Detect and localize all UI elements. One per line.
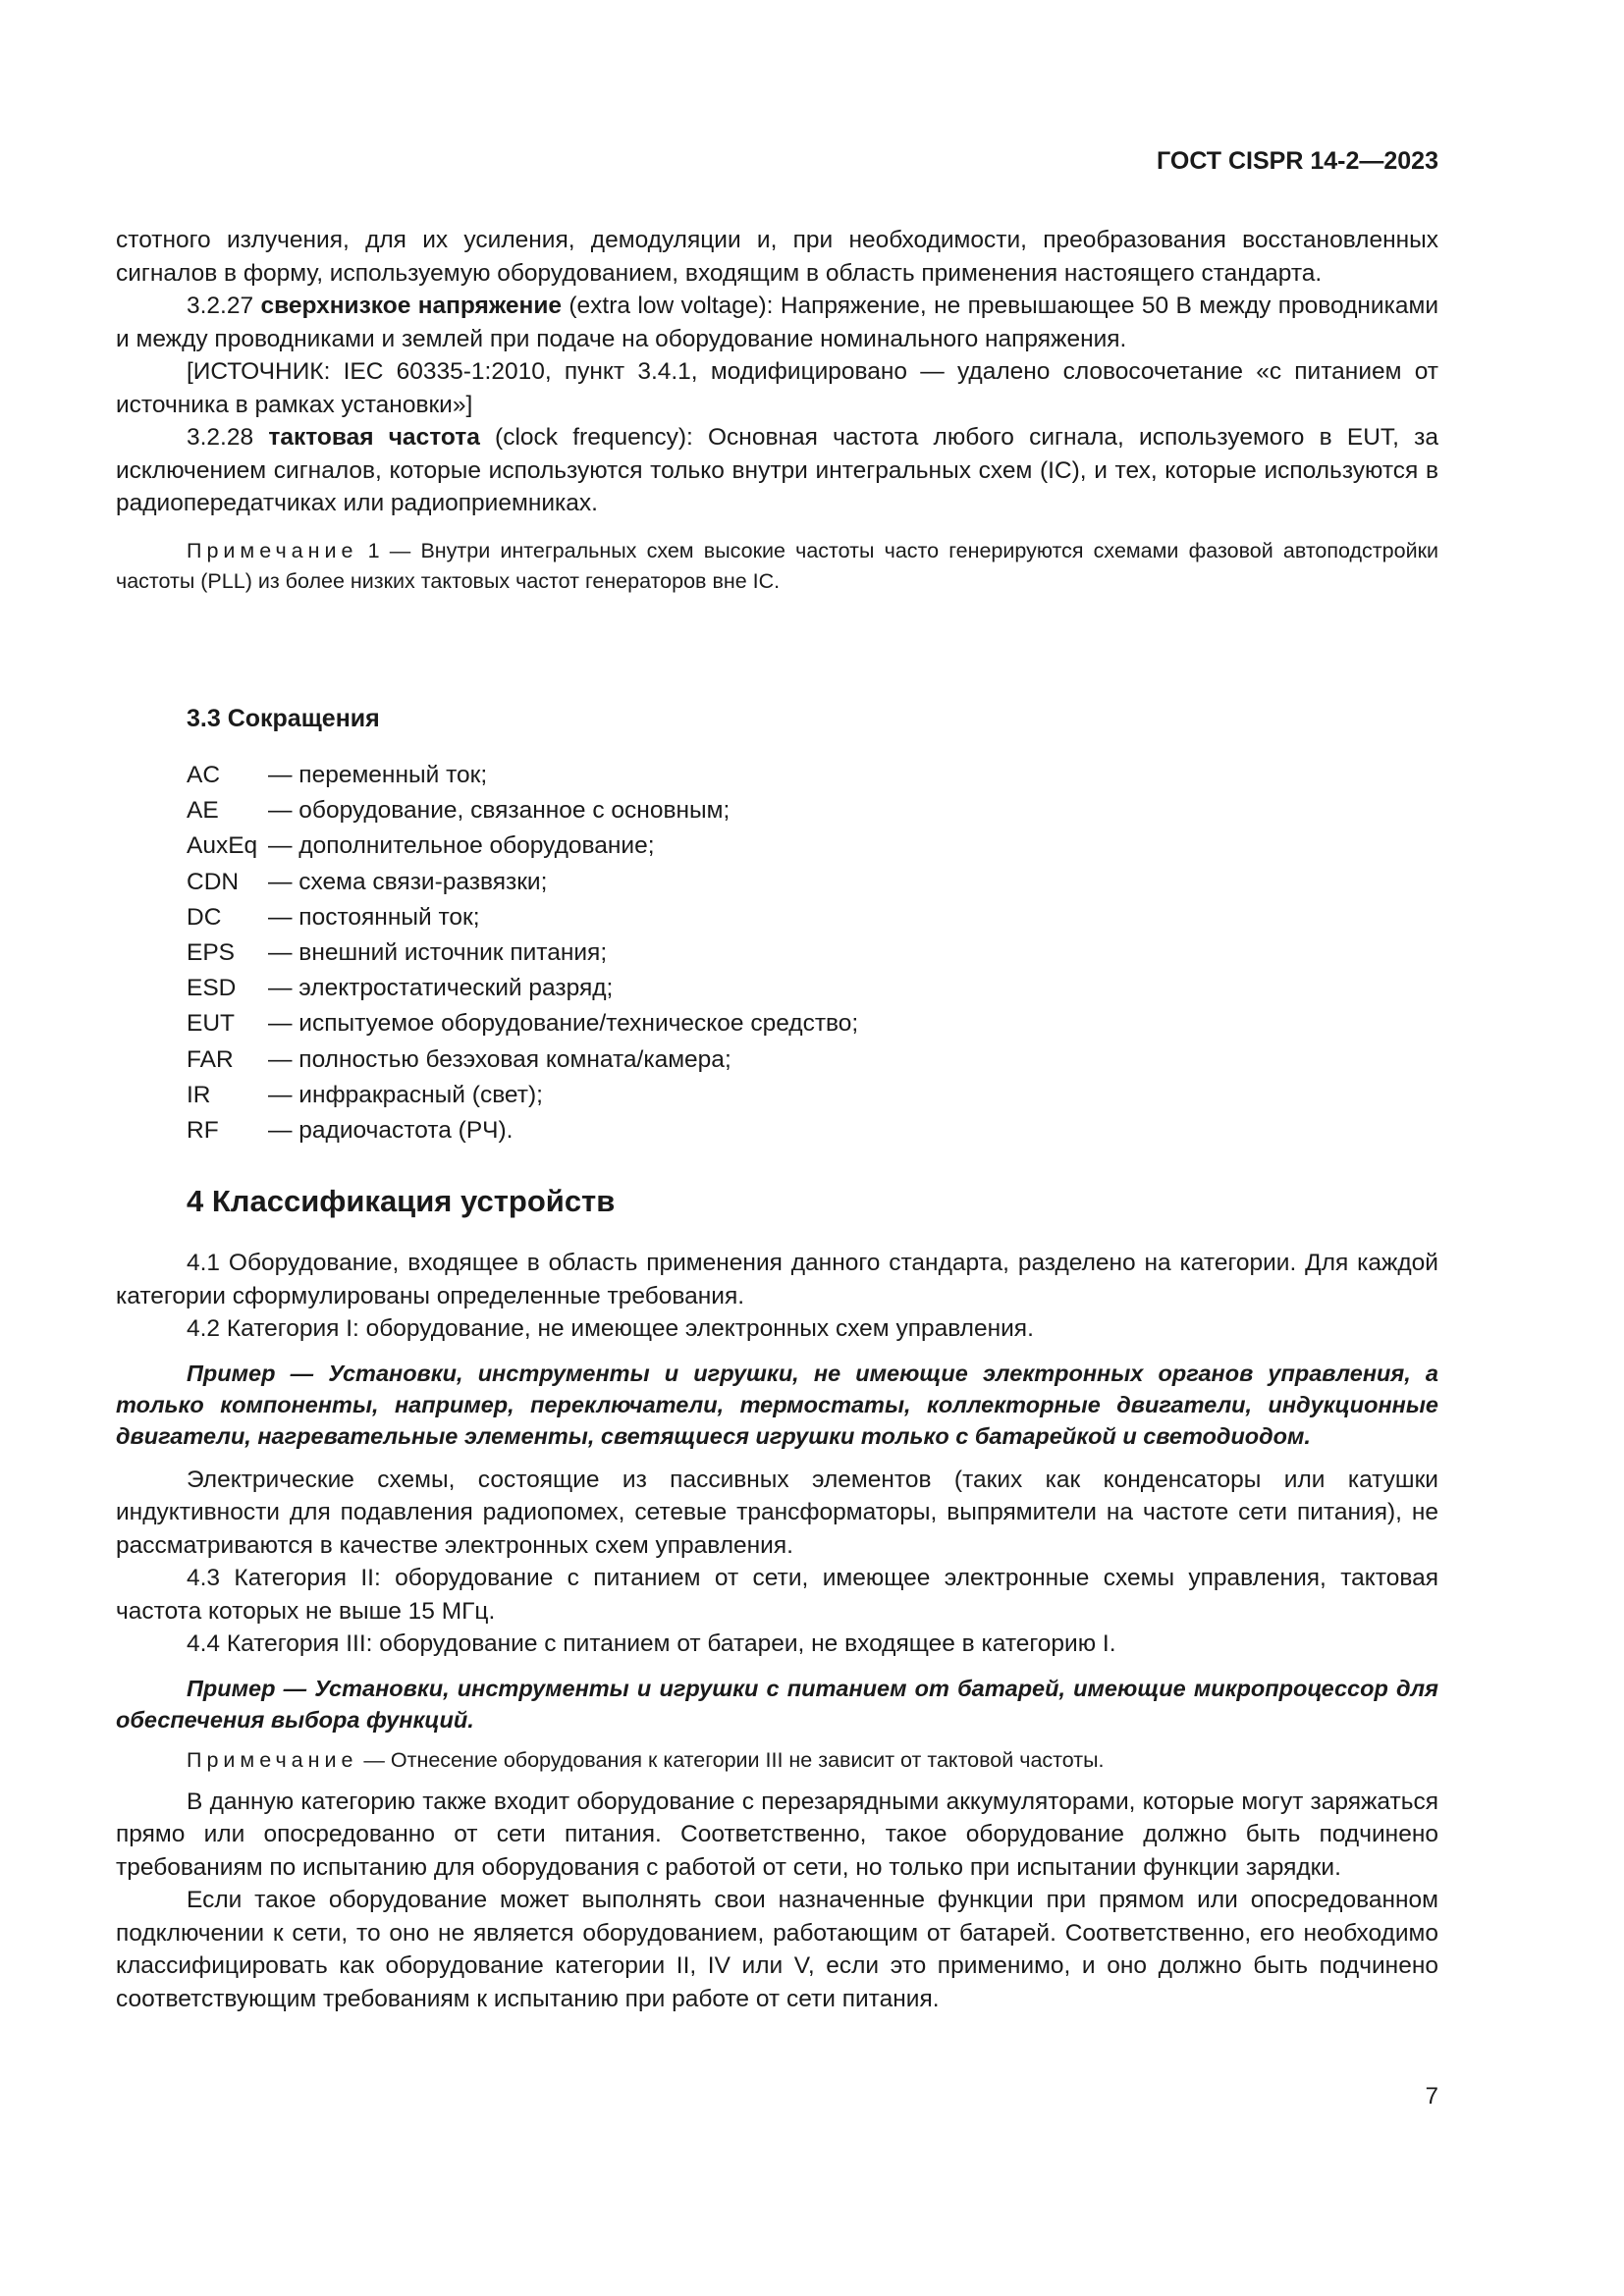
example-1: Пример — Установки, инструменты и игрушки, не имеющие электронных органов управления, а только компоненты, например, переключатели, термостаты, коллекторные двигатели, индукционные двигатели, нагревательные элементы, светящиеся игрушки только с батарейкой и светодиодом. [116,1360,1438,1449]
abbreviations-list [187,758,858,1148]
abbreviation-definition: — электростатический разряд; [268,975,614,1002]
intro-paragraph: стотного излучения, для их усиления, демодуляции и, при необходимости, преобразования восстановленных сигналов в форму, используемую оборудованием, входящим в область применения настоящего стандарта. [116,227,1438,287]
section-4-text [116,1247,1438,2015]
abbreviation-definition: — оборудование, связанное с основным; [268,797,731,825]
abbreviation-item [187,971,858,1006]
abbreviation-term: CDN [187,868,240,895]
abbreviation-item [187,1113,858,1148]
paragraph-rechargeable: В данную категорию также входит оборудование с перезарядными аккумуляторами, которые могут заряжаться прямо или опосредованно от сети питания. Соответственно, такое оборудование должно быть подчинено требованиям по испытанию для оборудования с работой от сети, но только при испытании функции зарядки. [116,1788,1438,1881]
definition-term: сверхнизкое напряжение [260,293,563,319]
abbreviation-term: EPS [187,939,236,967]
abbreviation-item [187,758,858,793]
abbreviation-definition: — инфракрасный (свет); [268,1081,543,1108]
definition-number: 3.2.27 [187,293,261,319]
definition-3-2-28 [116,421,1438,520]
paragraph-mains: Если такое оборудование может выполнять свои назначенные функции при прямом или опосредованном подключении к сети, то оно не является оборудованием, работающим от батарей. Соответственно, его необходимо классифицировать как оборудование категории II, IV или V, если это применимо, и оно должно быть подчинено соответствующим требованиям к испытанию при работе от сети питания. [116,1887,1438,2012]
page-number: 7 [1425,2083,1438,2109]
abbreviation-term: IR [187,1081,211,1108]
paragraph-electrical: Электрические схемы, состоящие из пассивных элементов (таких как конденсаторы или катушки индуктивности для подавления радиопомех, сетевые трансформаторы, выпрямители на частоте сети питания), не рассматриваются в качестве электронных схем управления. [116,1466,1438,1559]
example-2: Пример — Установки, инструменты и игрушки с питанием от батарей, имеющие микропроцессор для обеспечения выбора функций. [116,1675,1438,1733]
abbreviation-item [187,900,858,935]
section-3-2-text [116,224,1438,597]
abbreviation-item [187,865,858,900]
paragraph-4-2: 4.2 Категория I: оборудование, не имеющее электронных схем управления. [187,1315,1034,1342]
definition-term: тактовая частота [268,424,480,451]
paragraph-4-3: 4.3 Категория II: оборудование с питанием от сети, имеющее электронные схемы управления, тактовая частота которых не выше 15 МГц. [116,1565,1438,1625]
abbreviation-item [187,1078,858,1113]
abbreviation-term: AC [187,762,221,788]
abbreviation-definition: — схема связи-развязки; [268,868,548,895]
abbreviation-definition: — радиочастота (РЧ). [268,1117,514,1145]
abbreviation-definition: — постоянный ток; [268,903,480,931]
abbreviation-term: AE [187,797,219,825]
definition-text: (extra low voltage): Напряжение, не превышающее 50 В между проводниками и между проводниками и землей при подаче на оборудование номинального напряжения. [116,293,1438,352]
note-label: Примечание [187,538,358,562]
abbreviation-term: AuxEq [187,832,258,860]
note-text: — Отнесение оборудования к категории III не зависит от тактовой частоты. [357,1747,1105,1772]
abbreviation-term: ESD [187,975,237,1002]
definition-source: [ИСТОЧНИК: IEC 60335-1:2010, пункт 3.4.1, модифицировано — удалено словосочетание «с питанием от источника в рамках установки»] [116,358,1438,418]
definition-3-2-27 [116,290,1438,355]
abbreviation-definition: — полностью безэховая комната/камера; [268,1045,731,1073]
definition-text: (clock frequency): Основная частота любого сигнала, используемого в EUT, за исключением сигналов, которые используются только внутри интегральных схем (IC), и тех, которые используются в радиопередатчиках или радиоприемниках. [116,424,1438,516]
note-category-3 [116,1745,1438,1776]
abbreviation-definition: — испытуемое оборудование/техническое средство; [268,1010,859,1038]
document-id-header: ГОСТ CISPR 14-2—2023 [1157,147,1438,175]
note-text: 1 — Внутри интегральных схем высокие частоты часто генерируются схемами фазовой автоподстройки частоты (PLL) из более низких тактовых частот генераторов вне IC. [116,538,1438,593]
abbreviation-term: RF [187,1117,219,1145]
section-3-3-heading: 3.3 Сокращения [187,705,380,732]
abbreviation-item [187,828,858,864]
note-1 [116,536,1438,597]
abbreviation-term: EUT [187,1010,235,1038]
section-4-heading: 4 Классификация устройств [187,1184,616,1218]
abbreviation-definition: — дополнительное оборудование; [268,832,655,860]
abbreviation-definition: — переменный ток; [268,762,488,788]
abbreviation-definition: — внешний источник питания; [268,939,608,967]
abbreviation-item [187,1042,858,1078]
abbreviation-item [187,1006,858,1041]
abbreviation-item [187,935,858,971]
definition-number: 3.2.28 [187,424,269,451]
abbreviation-item [187,793,858,828]
abbreviation-term: DC [187,903,222,931]
abbreviation-term: FAR [187,1045,234,1073]
note-label: Примечание [187,1747,358,1772]
paragraph-4-1: 4.1 Оборудование, входящее в область применения данного стандарта, разделено на категории. Для каждой категории сформулированы определенные требования. [116,1250,1438,1309]
paragraph-4-4: 4.4 Категория III: оборудование с питанием от батареи, не входящее в категорию I. [187,1630,1116,1657]
